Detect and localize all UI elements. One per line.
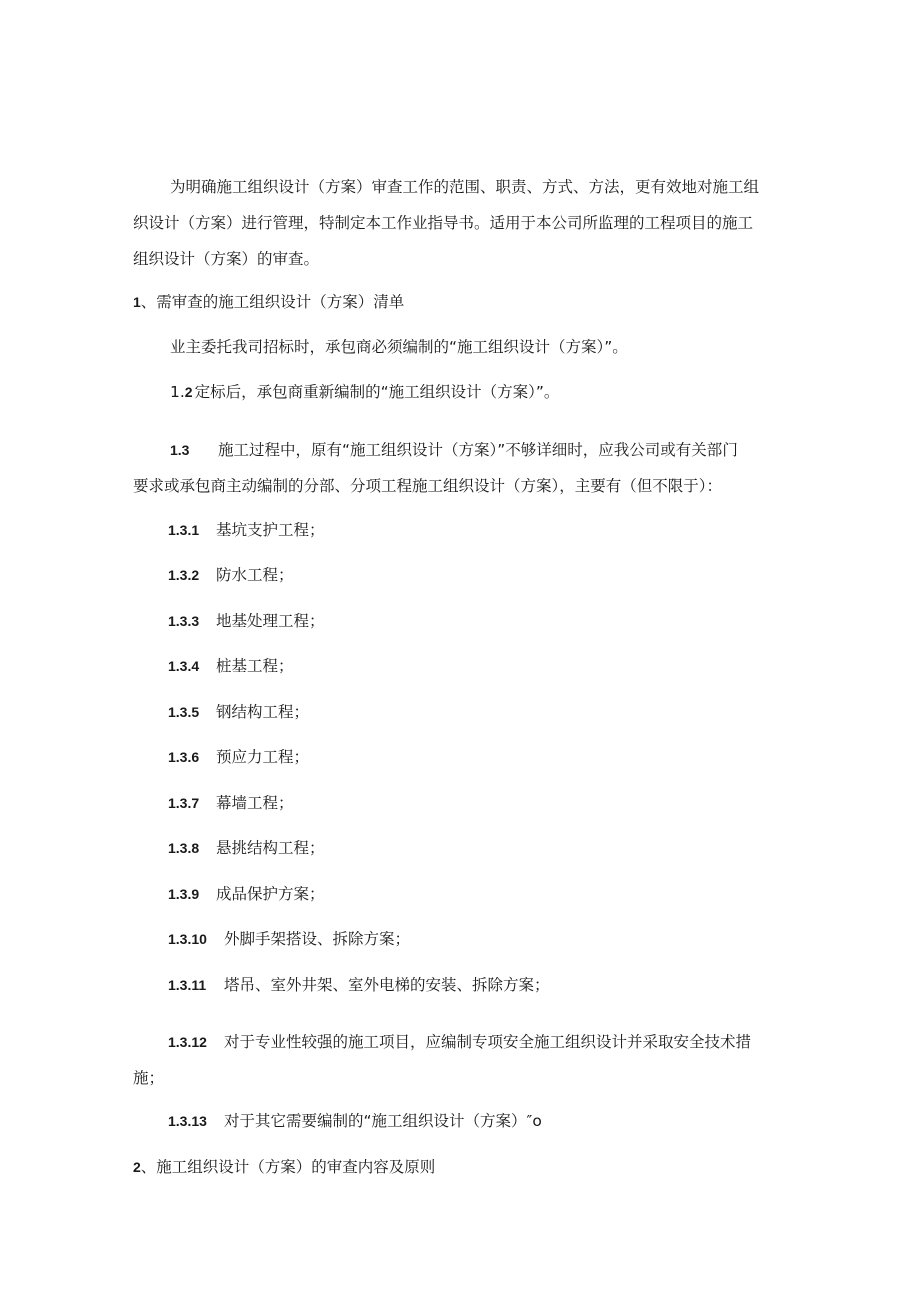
list-item-number: 1.3.8 [168, 840, 200, 856]
list-item [168, 610, 325, 632]
section-2-heading [133, 1156, 435, 1178]
paragraph-1-3-text: 施工过程中，原有“施工组织设计（方案）”不够详细时，应我公司或有关部门 [218, 441, 738, 459]
list-item-text: 钢结构工程； [216, 703, 310, 721]
section-1-heading [133, 291, 404, 313]
paragraph-1-1: 业主委托我司招标时，承包商必须编制的“施工组织设计（方案）”。 [170, 338, 628, 356]
paragraph-1-2-number-a: 1. [170, 383, 185, 401]
list-item-text: 对于专业性较强的施工项目，应编制专项安全施工组织设计并采取安全技术措 [224, 1033, 752, 1051]
list-item-text: 悬挑结构工程； [216, 839, 325, 857]
list-item-number: 1.3.9 [168, 886, 200, 902]
list-item [168, 519, 325, 541]
list-item-number: 1.3.3 [168, 613, 200, 629]
list-item-text: 对于其它需要编制的“施工组织设计（方案）″o [224, 1112, 542, 1130]
paragraph-1-2 [170, 381, 559, 403]
list-item [168, 701, 309, 723]
list-item-text: 地基处理工程； [216, 612, 325, 630]
list-item [168, 655, 294, 677]
list-item-number: 1.3.7 [168, 795, 200, 811]
list-item-text: 预应力工程； [216, 748, 310, 766]
list-item [168, 792, 294, 814]
list-item [168, 564, 294, 586]
list-item-text: 外脚手架搭设、拆除方案； [224, 930, 411, 948]
list-item [168, 928, 410, 950]
section-1-number: 1 [133, 294, 141, 310]
list-item [168, 883, 325, 905]
paragraph-1-2-text: 定标后，承包商重新编制的“施工组织设计（方案）”。 [194, 383, 560, 401]
intro-line-1: 为明确施工组织设计（方案）审查工作的范围、职责、方式、方法，更有效地对施工组 [170, 178, 760, 196]
list-item-text: 防水工程； [216, 566, 294, 584]
section-2-number: 2 [133, 1159, 141, 1175]
section-1-title: 、需审查的施工组织设计（方案）清单 [140, 293, 405, 311]
section-2-title: 、施工组织设计（方案）的审查内容及原则 [140, 1158, 436, 1176]
paragraph-1-3-line-1 [170, 439, 738, 461]
list-item-13 [168, 1110, 542, 1132]
list-item-number: 1.3.1 [168, 522, 200, 538]
list-item-text: 塔吊、室外井架、室外电梯的安装、拆除方案； [224, 976, 550, 994]
list-item-number: 1.3.13 [168, 1113, 207, 1129]
list-item-12-line-2: 施； [133, 1069, 165, 1087]
paragraph-1-3-line-2: 要求或承包商主动编制的分部、分项工程施工组织设计（方案），主要有（但不限于）： [133, 477, 723, 495]
list-item-text: 成品保护方案； [216, 885, 325, 903]
list-item-number: 1.3.10 [168, 931, 207, 947]
list-item-text: 基坑支护工程； [216, 521, 325, 539]
paragraph-1-3-number: 1.3 [170, 442, 190, 458]
list-item [168, 746, 309, 768]
list-item-number: 1.3.11 [168, 977, 207, 993]
list-item-number: 1.3.6 [168, 749, 200, 765]
intro-line-3: 组织设计（方案）的审查。 [133, 250, 320, 268]
list-item-number: 1.3.12 [168, 1034, 207, 1050]
list-item-text: 桩基工程； [216, 657, 294, 675]
list-item-number: 1.3.2 [168, 567, 200, 583]
list-item-text: 幕墙工程； [216, 794, 294, 812]
list-item-number: 1.3.5 [168, 704, 200, 720]
list-item-number: 1.3.4 [168, 658, 200, 674]
paragraph-1-2-number-b: 2 [184, 384, 193, 400]
list-item-12-line-1 [168, 1031, 751, 1053]
list-item [168, 974, 550, 996]
list-item [168, 837, 325, 859]
intro-line-2: 织设计（方案）进行管理，特制定本工作业指导书。适用于本公司所监理的工程项目的施工 [133, 214, 754, 232]
